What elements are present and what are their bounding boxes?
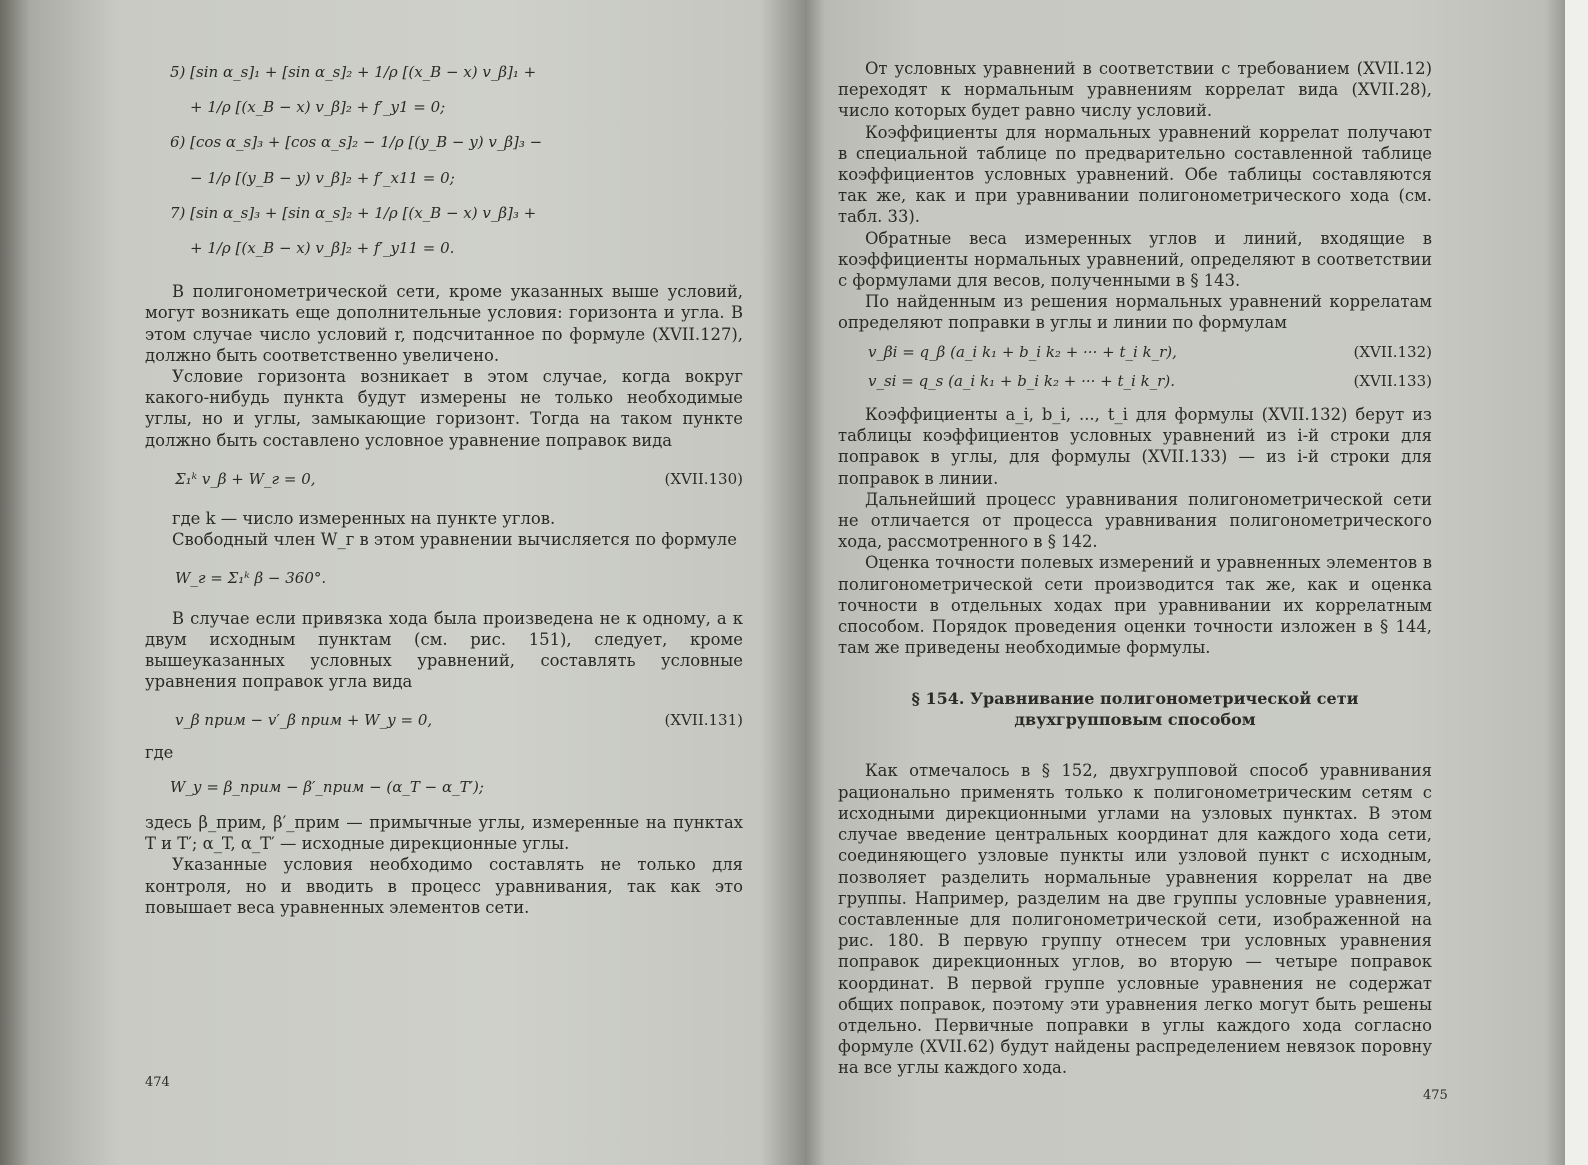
formula-6b: − 1/ρ [(y_B − y) v_β]₂ + f′_x11 = 0;: [190, 168, 455, 187]
section-title-line-2: двухгрупповым способом: [1014, 710, 1256, 730]
equation-number: (XVII.130): [664, 469, 743, 488]
paragraph: В полигонометрической сети, кроме указанных выше условий, могут возникать еще дополнительные условия: горизонта и угла. В этом случае число условий r, подсчитанное по формуле (XVII.127), должно быть соответственно увеличено.: [145, 282, 743, 365]
formula-7b: + 1/ρ [(x_B − x) v_β]₂ + f′_y11 = 0.: [190, 239, 455, 258]
paragraph: По найденным из решения нормальных уравнений коррелатам определяют поправки в углы и линии по формулам: [838, 292, 1432, 333]
section-title: [838, 688, 1432, 730]
formula-5b: + 1/ρ [(x_B − x) v_β]₂ + f′_y1 = 0;: [190, 98, 446, 117]
formula-6a: 6) [cos α_s]₃ + [cos α_s]₂ − 1/ρ [(y_B − y) v_β]₃ −: [170, 133, 543, 152]
formula-xvii-130: [175, 469, 743, 490]
formula-w-u: [170, 777, 743, 798]
right-text-column: [838, 58, 1432, 1079]
paragraph: Дальнейший процесс уравнивания полигонометрической сети не отличается от процесса уравнивания полигонометрического хода, рассмотренного в § 142.: [838, 489, 1432, 552]
formula-w-gorizont: [175, 568, 743, 589]
formula-text: W_у = β_прим − β′_прим − (α_T − α_T′);: [170, 777, 484, 796]
paragraph: От условных уравнений в соответствии с требованием (XVII.12) переходят к нормальным уравнениям коррелат вида (XVII.28), число которых будет равно числу условий.: [838, 59, 1432, 121]
left-text-column: [145, 48, 743, 918]
equation-number: (XVII.132): [1353, 342, 1432, 361]
formula-text: Σ₁ᵏ v_β + W_г = 0,: [175, 469, 316, 488]
paragraph: Свободный член W_г в этом уравнении вычисляется по формуле: [172, 530, 737, 550]
equation-number: (XVII.133): [1353, 371, 1432, 390]
equation-number: (XVII.131): [664, 711, 743, 730]
formula-text: v_βi = q_β (a_i k₁ + b_i k₂ + ··· + t_i k_r),: [868, 342, 1177, 361]
paragraph: здесь β_прим, β′_прим — примычные углы, измеренные на пунктах T и T′; α_T, α_T′ — исходные дирекционные углы.: [145, 813, 743, 854]
background-edge: [1565, 0, 1588, 1165]
formula-7a: 7) [sin α_s]₃ + [sin α_s]₂ + 1/ρ [(x_B − x) v_β]₃ +: [170, 203, 537, 222]
formula-xvii-133: [868, 371, 1432, 392]
paragraph: Обратные веса измеренных углов и линий, входящие в коэффициенты нормальных уравнений, определяют в соответствии с формулами для весов, полученными в § 143.: [838, 228, 1432, 291]
formula-text: W_г = Σ₁ᵏ β − 360°.: [175, 569, 327, 588]
section-title-line-1: § 154. Уравнивание полигонометрической сети: [911, 689, 1359, 709]
paragraph: где k — число измеренных на пункте углов.: [172, 509, 556, 529]
formula-xvii-132: [868, 342, 1432, 363]
formula-text: v_β прим − v′_β прим + W_у = 0,: [175, 711, 433, 730]
formula-xvii-131: [175, 710, 743, 731]
paragraph: В случае если привязка хода была произведена не к одному, а к двум исходным пунктам (см. рис. 151), следует, кроме вышеуказанных условных уравнений, составлять условные уравнения поправок угла вида: [145, 608, 743, 692]
paragraph: Коэффициенты a_i, b_i, ..., t_i для формулы (XVII.132) берут из таблицы коэффициентов условных уравнений из i-й строки для поправок в углы, для формулы (XVII.133) — из i-й строки для поправок в линии.: [838, 405, 1432, 488]
paragraph: Оценка точности полевых измерений и уравненных элементов в полигонометрической сети производится так же, как и оценка точности в отдельных ходах при уравнивании их коррелатным способом. Порядок проведения оценки точности изложен в § 144, там же приведены необходимые формулы.: [838, 553, 1432, 658]
page-number: 474: [145, 1075, 170, 1090]
page-number: 475: [1423, 1088, 1448, 1103]
paragraph: Коэффициенты для нормальных уравнений коррелат получают в специальной таблице по предварительно составленной таблице коэффициентов условных уравнений. Обе таблицы составляются так же, как и при уравнивании полигонометрического хода (см. табл. 33).: [838, 122, 1432, 227]
paragraph: Как отмечалось в § 152, двухгрупповой способ уравнивания рационально применять только к полигонометрическим сетям с исходными дирекционными углами на узловых пунктах. В этом случае введение центральных координат для каждого хода сети, соединяющего узловые пункты или узловой пункт с исходным, позволяет разделить нормальные уравнения коррелат на две группы. Например, разделим на две группы условные уравнения, составленные для полигонометрической сети, изображенной на рис. 180. В первую группу отнесем три условных уравнения поправок дирекционных углов, во вторую — четыре поправок координат. В первой группе условные уравнения не содержат общих поправок, поэтому эти уравнения легко могут быть решены отдельно. Первичные поправки в углы каждого хода согласно формуле (XVII.62) будут найдены распределением невязок поровну на все углы каждого хода.: [838, 761, 1432, 1078]
formula-text: v_si = q_s (a_i k₁ + b_i k₂ + ··· + t_i k_r).: [868, 371, 1175, 390]
where-label: где: [145, 742, 174, 762]
paragraph: Условие горизонта возникает в этом случае, когда вокруг какого-нибудь пункта будут измерены не только необходимые углы, но и углы, замыкающие горизонт. Тогда на таком пункте должно быть составлено условное уравнение поправок вида: [145, 367, 743, 450]
formula-5a: 5) [sin α_s]₁ + [sin α_s]₂ + 1/ρ [(x_B − x) v_β]₁ +: [170, 63, 537, 81]
paragraph: Указанные условия необходимо составлять не только для контроля, но и вводить в процесс уравнивания, так как это повышает веса уравненных элементов сети.: [145, 855, 743, 917]
right-page: [805, 0, 1565, 1165]
